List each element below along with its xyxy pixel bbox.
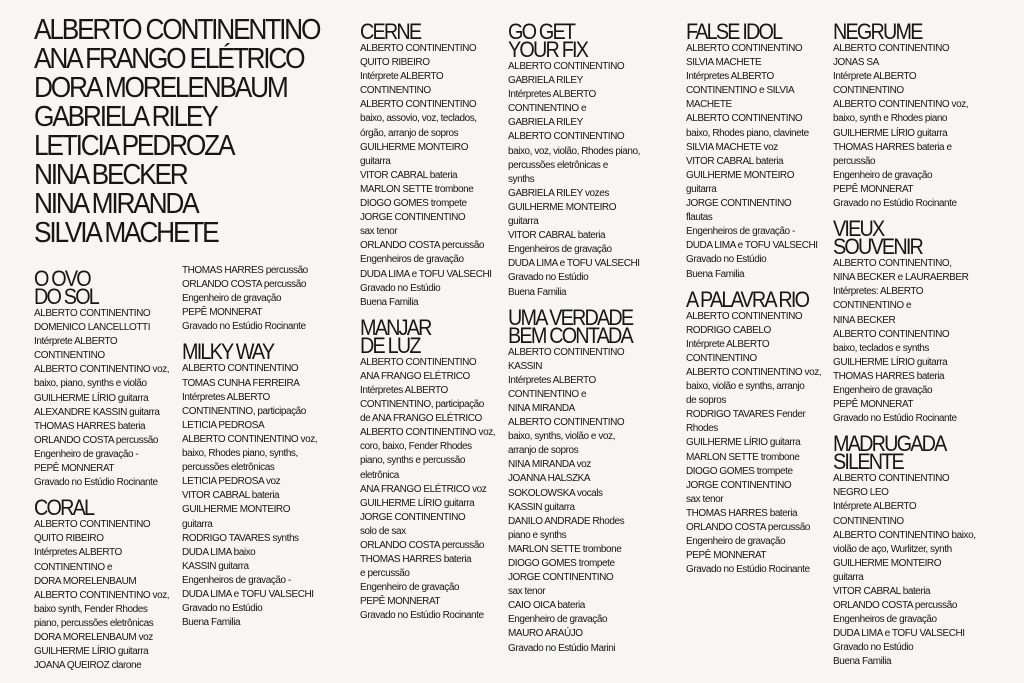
credit-line: DUDA LIMA e TOFU VALSECHI xyxy=(360,268,492,280)
credit-line: TOMAS CUNHA FERREIRA xyxy=(182,377,300,389)
song-block xyxy=(360,314,500,624)
credit-line: KASSIN guitarra xyxy=(508,501,575,513)
credit-line: GUILHERME MONTEIRO xyxy=(833,557,942,569)
artist-name: NINA MIRANDA xyxy=(34,188,198,220)
credit-line: Buena Familia xyxy=(833,656,892,668)
song-block xyxy=(508,304,678,656)
credit-line: MARLON SETTE trombone xyxy=(686,451,800,463)
credit-line: ORLANDO COSTA percussão xyxy=(360,240,484,252)
credit-line: CONTINENTINO xyxy=(360,85,431,97)
credit-line: Gravado no Estúdio Marini xyxy=(508,642,616,654)
song-block xyxy=(686,19,831,282)
credit-line: QUITO RIBEIRO xyxy=(34,533,104,545)
credit-line: MAURO ARAÚJO xyxy=(508,628,583,640)
credit-line: CONTINENTINO e xyxy=(833,300,912,312)
credit-line: GUILHERME MONTEIRO xyxy=(508,201,617,213)
credit-line: ORLANDO COSTA percussão xyxy=(833,600,957,612)
credit-line: THOMAS HARRES bateria xyxy=(360,554,472,566)
credit-line: THOMAS HARRES percussão xyxy=(182,265,308,276)
credit-line: ALBERTO CONTINENTINO voz, xyxy=(833,99,969,111)
credit-line: NINA BECKER e LAURAERBER xyxy=(833,272,969,284)
credit-line: Buena Familia xyxy=(182,617,241,629)
credits-column-5 xyxy=(686,19,831,587)
credit-line: Intérpretes ALBERTO xyxy=(34,547,122,559)
credits-column-3 xyxy=(360,19,500,634)
credit-line: VITOR CABRAL bateria xyxy=(508,230,606,242)
credit-line: ALBERTO CONTINENTINO xyxy=(182,363,299,375)
credit-line: ORLANDO COSTA percussão xyxy=(182,279,306,291)
credit-line: guitarra xyxy=(833,571,864,583)
credit-line: LETICIA PEDROSA voz xyxy=(182,476,281,488)
song-title: SILENTE xyxy=(833,449,903,475)
credit-line: CONTINENTINO, participação xyxy=(360,399,484,411)
credit-line: eletrônica xyxy=(360,469,399,481)
credit-line: Engenheiro de gravação xyxy=(508,614,608,626)
credit-line: Rhodes xyxy=(686,423,718,435)
credit-line: Intérprete ALBERTO xyxy=(686,338,770,350)
credit-line: ALBERTO CONTINENTINO xyxy=(508,61,625,72)
credit-line: ORLANDO COSTA percussão xyxy=(686,522,810,533)
artist-name: NINA BECKER xyxy=(34,159,187,191)
credit-line: JOANA QUEIROZ clarone xyxy=(34,660,142,672)
credit-line: PEPÊ MONNERAT xyxy=(833,183,914,195)
credit-line: LETICIA PEDROSA xyxy=(182,419,265,431)
credit-line: JORGE CONTINENTINO xyxy=(508,572,614,584)
credit-line: GUILHERME LÍRIO guitarra xyxy=(34,646,149,658)
credit-line: THOMAS HARRES bateria e xyxy=(833,141,952,153)
credit-line: Engenheiro de gravação xyxy=(833,384,933,396)
credit-line: VITOR CABRAL bateria xyxy=(182,490,280,502)
credit-line: Buena Familia xyxy=(360,296,419,308)
credit-line: THOMAS HARRES bateria xyxy=(34,420,146,432)
credit-line: CONTINENTINO e xyxy=(508,103,587,115)
credit-line: Intérprete ALBERTO xyxy=(360,71,444,83)
credit-line: ALBERTO CONTINENTINO xyxy=(508,346,625,358)
credit-line: piano, synths e percussão xyxy=(360,455,465,467)
credit-line: ANA FRANGO ELÉTRICO voz xyxy=(360,483,487,495)
credit-line: guitarra xyxy=(686,183,717,195)
credit-line: MACHETE xyxy=(686,99,732,111)
credit-line: Gravado no Estúdio Rocinante xyxy=(833,198,957,210)
credit-line: NINA MIRANDA voz xyxy=(508,459,591,471)
credit-line: DORA MORELENBAUM xyxy=(34,575,137,587)
credit-line: arranjo de sopros xyxy=(508,445,579,457)
credit-line: THOMAS HARRES bateria xyxy=(833,370,945,382)
song-title: GO GET xyxy=(508,19,575,44)
credit-line: CONTINENTINO xyxy=(833,85,904,97)
artist-name: SILVIA MACHETE xyxy=(34,217,218,249)
credit-line: Engenheiros de gravação xyxy=(833,614,937,626)
credit-line: ALBERTO CONTINENTINO baixo, xyxy=(833,529,976,541)
artist-name: ANA FRANGO ELÉTRICO xyxy=(34,43,304,75)
credit-line: violão de aço, Wurlitzer, synth xyxy=(833,543,952,555)
credit-line: Engenheiro de gravação xyxy=(360,582,460,594)
song-block xyxy=(833,216,983,426)
credit-line: ALBERTO CONTINENTINO xyxy=(833,473,950,485)
song-title: O OVO xyxy=(34,266,90,291)
credit-line: baixo, assovio, voz, teclados, xyxy=(360,113,477,125)
credit-line: PEPÊ MONNERAT xyxy=(686,550,767,562)
credits-column-2 xyxy=(182,264,352,640)
credit-line: ALBERTO CONTINENTINO voz, xyxy=(182,433,318,445)
credit-line: ALBERTO CONTINENTINO xyxy=(508,131,625,143)
credit-line: CONTINENTINO xyxy=(686,352,757,364)
credit-line: Gravado no Estúdio Rocinante xyxy=(686,564,810,576)
credit-line: Buena Familia xyxy=(508,286,567,298)
credit-line: GUILHERME LÍRIO guitarra xyxy=(34,392,149,404)
credit-line: sax tenor xyxy=(508,586,546,598)
credit-line: ALBERTO CONTINENTINO voz, xyxy=(34,364,170,376)
credit-line: ALBERTO CONTINENTINO xyxy=(833,328,950,340)
credit-line: ORLANDO COSTA percussão xyxy=(360,540,484,551)
credit-line: GUILHERME MONTEIRO xyxy=(686,169,795,181)
artist-name: GABRIELA RILEY xyxy=(34,101,217,133)
song-title: NEGRUME xyxy=(833,19,922,44)
credit-line: RODRIGO TAVARES Fender xyxy=(686,409,806,421)
credit-line: Gravado no Estúdio Rocinante xyxy=(360,610,484,622)
song-block xyxy=(182,339,352,630)
credit-line: percussão xyxy=(833,155,876,167)
credit-line: ALBERTO CONTINENTINO xyxy=(34,519,151,531)
credit-line: DIOGO GOMES trompete xyxy=(508,558,615,569)
credit-line: NINA BECKER xyxy=(833,314,896,326)
song-block xyxy=(182,264,352,334)
credit-line: DUDA LIMA e TOFU VALSECHI xyxy=(833,628,965,640)
credit-line: Intérpretes ALBERTO xyxy=(360,384,448,396)
song-block xyxy=(360,19,500,310)
credit-line: GUILHERME MONTEIRO xyxy=(360,141,469,153)
credit-line: baixo, violão e synths, arranjo xyxy=(686,381,805,393)
credit-line: guitarra xyxy=(508,216,539,228)
credit-line: Gravado no Estúdio xyxy=(686,254,767,266)
credit-line: VITOR CABRAL bateria xyxy=(833,586,931,597)
song-block xyxy=(34,495,174,673)
credit-line: GUILHERME LÍRIO guitarra xyxy=(833,356,948,368)
credit-line: ALBERTO CONTINENTINO, xyxy=(833,258,952,270)
credit-line: ALBERTO CONTINENTINO xyxy=(686,113,803,125)
credit-line: baixo, synth e Rhodes piano xyxy=(833,113,948,125)
credit-line: Intérpretes: ALBERTO xyxy=(833,286,924,298)
song-title: MANJAR xyxy=(360,314,431,340)
song-title: YOUR FIX xyxy=(508,37,588,62)
credit-line: ALBERTO CONTINENTINO xyxy=(360,43,477,54)
song-title: FALSE IDOL xyxy=(686,19,782,44)
credit-line: Gravado no Estúdio Rocinante xyxy=(34,477,158,489)
credit-line: órgão, arranjo de sopros xyxy=(360,127,459,139)
credit-line: sax tenor xyxy=(686,493,724,505)
credit-line: Gravado no Estúdio xyxy=(833,642,914,654)
song-title: DO SOL xyxy=(34,284,99,309)
song-title: CERNE xyxy=(360,19,421,44)
credit-line: Gravado no Estúdio Rocinante xyxy=(833,413,957,425)
song-block xyxy=(833,19,983,211)
credit-line: baixo, teclados e synths xyxy=(833,342,929,354)
credit-line: baixo, piano, synths e violão xyxy=(34,378,147,390)
credit-line: DUDA LIMA e TOFU VALSECHI xyxy=(182,588,314,600)
credit-line: DORA MORELENBAUM voz xyxy=(34,631,153,643)
credit-line: CONTINENTINO xyxy=(34,350,105,362)
credit-line: Intérprete ALBERTO xyxy=(34,336,118,348)
song-block xyxy=(508,19,678,300)
song-title: SOUVENIR xyxy=(833,234,923,260)
credit-line: SOKOLOWSKA vocals xyxy=(508,487,603,499)
credit-line: GABRIELA RILEY xyxy=(508,117,583,129)
credit-line: DOMENICO LANCELLOTTI xyxy=(34,322,151,334)
credit-line: MARLON SETTE trombone xyxy=(508,543,622,555)
credit-line: JORGE CONTINENTINO xyxy=(686,479,792,491)
song-title: BEM CONTADA xyxy=(508,322,632,348)
credit-line: QUITO RIBEIRO xyxy=(360,57,430,69)
credit-line: Engenheiros de gravação xyxy=(508,244,612,256)
credit-line: ALBERTO CONTINENTINO voz, xyxy=(686,366,822,378)
credit-line: PEPÊ MONNERAT xyxy=(182,307,263,319)
credit-line: Engenheiros de gravação xyxy=(360,254,464,266)
credit-line: DANILO ANDRADE Rhodes xyxy=(508,515,625,527)
credit-line: Intérpretes ALBERTO xyxy=(508,374,596,386)
credit-line: GUILHERME LÍRIO guitarra xyxy=(686,437,801,449)
credit-line: coro, baixo, Fender Rhodes xyxy=(360,441,472,453)
credit-line: ALBERTO CONTINENTINO xyxy=(508,417,625,429)
credit-line: ALBERTO CONTINENTINO xyxy=(360,356,477,368)
song-block xyxy=(34,266,174,490)
credit-line: ALBERTO CONTINENTINO xyxy=(686,43,803,54)
credit-line: baixo, Rhodes piano, clavinete xyxy=(686,127,809,139)
artist-name: ALBERTO CONTINENTINO xyxy=(34,14,320,46)
song-title: UMA VERDADE xyxy=(508,304,633,330)
credit-line: GUILHERME MONTEIRO xyxy=(182,504,291,516)
credit-line: Intérpretes ALBERTO xyxy=(508,89,596,101)
credit-line: JORGE CONTINENTINO xyxy=(360,212,466,224)
credit-line: CONTINENTINO e xyxy=(508,388,587,400)
credit-line: JORGE CONTINENTINO xyxy=(360,511,466,523)
credit-line: ORLANDO COSTA percussão xyxy=(34,434,158,446)
credit-line: Buena Familia xyxy=(686,268,745,280)
credit-line: ALEXANDRE KASSIN guitarra xyxy=(34,406,160,418)
credit-line: flautas xyxy=(686,212,713,224)
credit-line: GABRIELA RILEY xyxy=(508,75,583,87)
song-title: DE LUZ xyxy=(360,332,420,358)
song-block xyxy=(686,286,831,578)
credit-line: sax tenor xyxy=(360,226,398,238)
credit-line: Engenheiro de gravação - xyxy=(34,448,139,460)
song-title: MADRUGADA xyxy=(833,431,946,457)
credit-line: percussões eletrônicas e xyxy=(508,159,608,171)
credit-line: CONTINENTINO xyxy=(833,515,904,527)
credit-line: piano e synths xyxy=(508,529,567,541)
credit-line: baixo synth, Fender Rhodes xyxy=(34,603,148,615)
credit-line: Intérpretes ALBERTO xyxy=(182,391,270,403)
credit-line: RODRIGO TAVARES synths xyxy=(182,532,299,544)
artist-name: LETICIA PEDROZA xyxy=(34,130,234,162)
artist-name: DORA MORELENBAUM xyxy=(34,72,287,104)
credit-line: THOMAS HARRES bateria xyxy=(686,507,798,519)
credit-line: e percussão xyxy=(360,568,410,580)
credit-line: CONTINENTINO e SILVIA xyxy=(686,85,795,97)
credit-line: JORGE CONTINENTINO xyxy=(686,198,792,210)
credit-line: solo de sax xyxy=(360,525,406,537)
credit-line: Intérpretes ALBERTO xyxy=(686,71,774,83)
credit-line: CONTINENTINO, participação xyxy=(182,405,306,417)
song-title: A PALAVRA RIO xyxy=(686,286,809,312)
credit-line: CONTINENTINO e xyxy=(34,561,113,573)
credit-line: GUILHERME LÍRIO guitarra xyxy=(833,127,948,139)
credit-line: DIOGO GOMES trompete xyxy=(686,465,793,477)
artist-list xyxy=(34,16,334,248)
credit-line: guitarra xyxy=(360,155,391,167)
credit-line: ALBERTO CONTINENTINO xyxy=(686,310,803,322)
credit-line: baixo, voz, violão, Rhodes piano, xyxy=(508,145,640,157)
credit-line: Gravado no Estúdio Rocinante xyxy=(182,321,306,333)
credit-line: DUDA LIMA e TOFU VALSECHI xyxy=(686,240,818,252)
credit-line: DUDA LIMA baixo xyxy=(182,546,256,558)
credit-line: DIOGO GOMES trompete xyxy=(360,198,467,210)
credit-line: KASSIN xyxy=(508,360,542,372)
credit-line: VITOR CABRAL bateria xyxy=(360,169,458,181)
credit-line: Engenheiro de gravação xyxy=(833,169,933,181)
credits-column-6 xyxy=(833,19,983,680)
credit-line: ALBERTO CONTINENTINO xyxy=(360,99,477,111)
credit-line: de ANA FRANGO ELÉTRICO xyxy=(360,413,482,425)
credit-line: Intérprete ALBERTO xyxy=(833,501,917,513)
credit-line: PEPÊ MONNERAT xyxy=(360,596,441,608)
credit-line: RODRIGO CABELO xyxy=(686,324,771,336)
credit-line: NINA MIRANDA xyxy=(508,402,575,414)
credit-line: Engenheiro de gravação xyxy=(182,293,282,305)
credit-line: PEPÊ MONNERAT xyxy=(34,463,115,475)
credit-line: PEPÊ MONNERAT xyxy=(833,399,914,411)
credit-line: percussões eletrônicas xyxy=(182,462,275,474)
credit-line: ALBERTO CONTINENTINO xyxy=(833,43,950,54)
credit-line: MARLON SETTE trombone xyxy=(360,183,474,195)
credit-line: ALBERTO CONTINENTINO xyxy=(34,308,151,319)
credit-line: synths xyxy=(508,173,535,185)
song-title: CORAL xyxy=(34,495,94,521)
credit-line: SILVIA MACHETE voz xyxy=(686,141,778,153)
credits-column-4 xyxy=(508,19,678,666)
credit-line: JONAS SA xyxy=(833,57,879,69)
credit-line: Engenheiros de gravação - xyxy=(182,574,291,586)
credits-column-1 xyxy=(34,266,174,683)
credit-line: VITOR CABRAL bateria xyxy=(686,155,784,167)
credit-line: Intérprete ALBERTO xyxy=(833,71,917,83)
credit-line: guitarra xyxy=(182,518,213,530)
song-block xyxy=(833,431,983,669)
credit-line: JOANNA HALSZKA xyxy=(508,473,591,485)
credit-line: Gravado no Estúdio xyxy=(508,272,589,284)
credit-line: ALBERTO CONTINENTINO voz, xyxy=(360,427,496,439)
credit-line: baixo, Rhodes piano, synths, xyxy=(182,448,298,460)
credit-line: ALBERTO CONTINENTINO voz, xyxy=(34,589,170,601)
credit-line: NEGRO LEO xyxy=(833,487,889,499)
credit-line: de sopros xyxy=(686,395,726,407)
credit-line: DUDA LIMA e TOFU VALSECHI xyxy=(508,258,640,270)
credit-line: SILVIA MACHETE xyxy=(686,57,762,69)
credit-line: baixo, synths, violão e voz, xyxy=(508,431,615,443)
credit-line: GUILHERME LÍRIO guitarra xyxy=(360,497,475,509)
song-title: MILKY WAY xyxy=(182,339,274,365)
credit-line: ANA FRANGO ELÉTRICO xyxy=(360,370,470,382)
credit-line: KASSIN guitarra xyxy=(182,560,249,572)
song-title: VIEUX xyxy=(833,216,884,242)
credit-line: CAIO OICA bateria xyxy=(508,600,585,612)
credit-line: piano, percussões eletrônicas xyxy=(34,617,154,629)
credit-line: Gravado no Estúdio xyxy=(182,603,263,615)
credit-line: Gravado no Estúdio xyxy=(360,282,441,294)
credit-line: GABRIELA RILEY vozes xyxy=(508,187,609,199)
credit-line: Engenheiros de gravação - xyxy=(686,226,795,238)
credit-line: Engenheiro de gravação xyxy=(686,536,786,548)
